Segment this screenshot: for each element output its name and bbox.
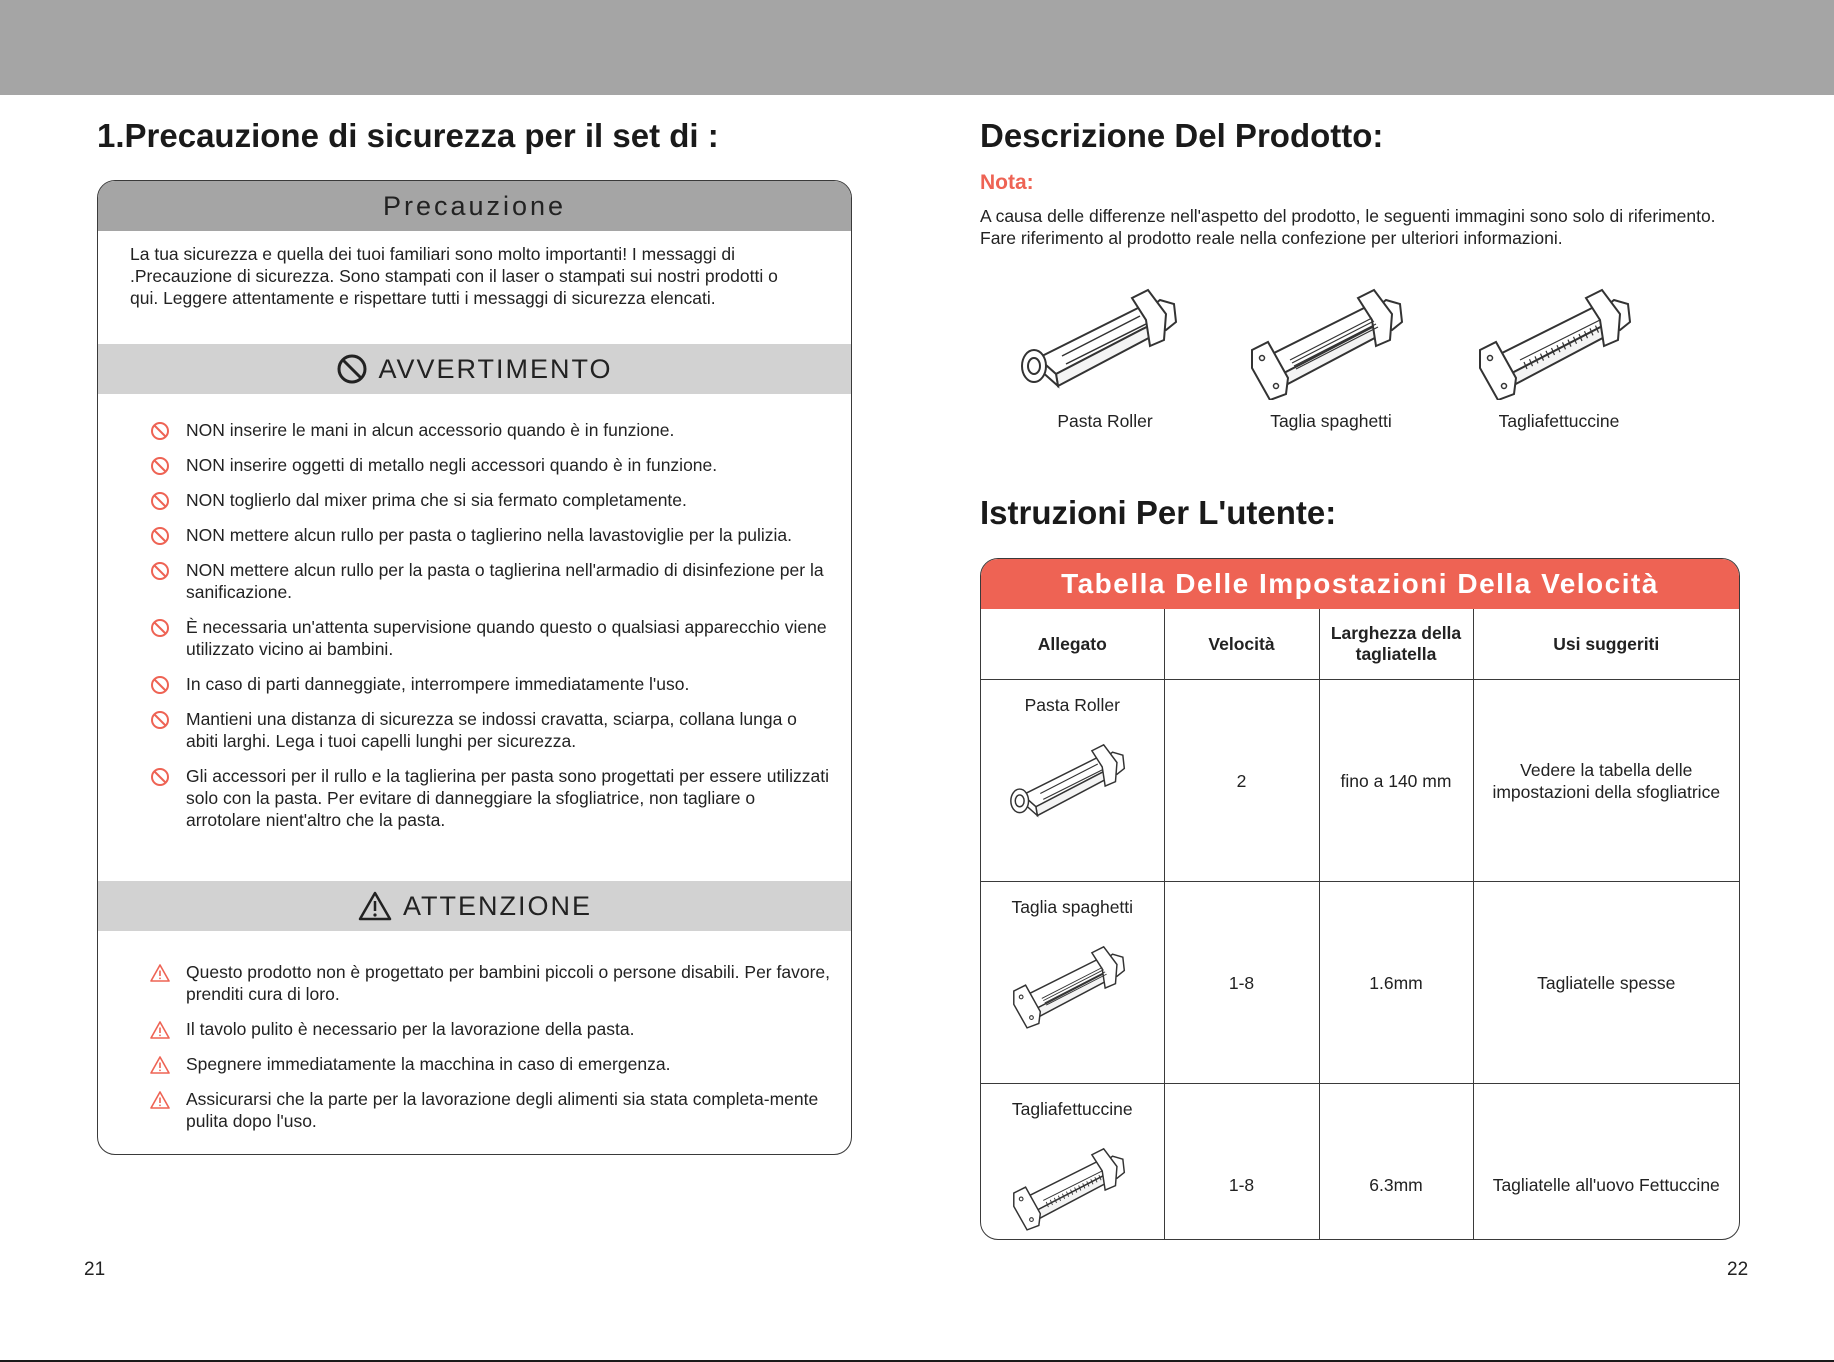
warning-text: Mantieni una distanza di sicurezza se indossi cravatta, sciarpa, collana lunga o abiti larghi. Lega i tuoi capelli lunghi per sicurezza. (186, 709, 797, 751)
attachment-name: Pasta Roller (1024, 695, 1120, 715)
warning-item (150, 673, 830, 695)
column-header: Larghezza della tagliatella (1319, 609, 1473, 680)
spaghetti-cutter-icon (1002, 930, 1142, 1030)
caution-triangle-icon (150, 1090, 170, 1110)
warning-text: NON inserire le mani in alcun accessorio quando è in funzione. (186, 420, 675, 440)
note-text: A causa delle differenze nell'aspetto del prodotto, le seguenti immagini sono solo di riferimento. Fare riferimento al prodotto reale nella confezione per ulteriori informazioni. (980, 206, 1716, 248)
pasta-roller-icon (1010, 270, 1200, 400)
precauzione-header-label: Precauzione (382, 190, 567, 221)
width-cell: fino a 140 mm (1319, 680, 1473, 882)
product-fettuccine-cutter (1459, 270, 1659, 432)
caution-item (150, 1018, 830, 1040)
caution-text: Spegnere immediatamente la macchina in caso di emergenza. (186, 1054, 671, 1074)
fettuccine-cutter-icon (1464, 270, 1654, 400)
fettuccine-cutter-icon (1002, 1132, 1142, 1232)
caution-triangle-icon (150, 963, 170, 983)
product-caption: Pasta Roller (1057, 411, 1153, 431)
use-cell: Vedere la tabella delle impostazioni della sfogliatrice (1473, 680, 1739, 882)
prohibited-icon (150, 491, 170, 511)
warning-text: È necessaria un'attenta supervisione quando questo o qualsiasi apparecchio viene utilizzato vicino ai bambini. (186, 617, 827, 659)
prohibited-icon (150, 421, 170, 441)
table-header-row (981, 609, 1739, 680)
warning-text: NON mettere alcun rullo per pasta o taglierino nella lavastoviglie per la pulizia. (186, 525, 793, 545)
speed-table (981, 609, 1739, 1240)
warning-header-label: AVVERTIMENTO (378, 353, 613, 384)
prohibited-icon (150, 561, 170, 581)
warning-header (98, 344, 851, 394)
instructions-title: Istruzioni Per L'utente: (980, 494, 1337, 531)
speed-cell: 1-8 (1164, 1084, 1319, 1241)
precauzione-header (98, 181, 851, 231)
note-label: Nota: (980, 171, 1034, 194)
warning-item (150, 454, 830, 476)
caution-list (150, 961, 830, 1145)
caution-triangle-icon (357, 890, 393, 922)
warning-text: NON inserire oggetti di metallo negli accessori quando è in funzione. (186, 455, 718, 475)
top-bar (0, 0, 1834, 95)
product-caption: Taglia spaghetti (1270, 411, 1392, 431)
width-cell: 6.3mm (1319, 1084, 1473, 1241)
attachment-cell (981, 680, 1164, 882)
warning-text: In caso di parti danneggiate, interrompere immediatamente l'uso. (186, 674, 690, 694)
caution-item (150, 961, 830, 1005)
warning-item (150, 489, 830, 511)
pasta-roller-icon (1002, 728, 1142, 828)
page-number-left: 21 (84, 1259, 106, 1280)
attachment-cell (981, 1084, 1164, 1241)
safety-intro: La tua sicurezza e quella dei tuoi familiari sono molto importanti! I messaggi di .Precauzione di sicurezza. Sono stampati con il laser o stampati sui nostri prodotti o qui. Leggere attentamente e rispettare tutti i messaggi di sicurezza elencati. (130, 244, 778, 308)
page-number-right: 22 (1727, 1259, 1749, 1280)
warning-item (150, 524, 830, 546)
safety-title: 1.Precauzione di sicurezza per il set di : (97, 117, 719, 154)
warning-text: NON toglierlo dal mixer prima che si sia fermato completamente. (186, 490, 687, 510)
product-pasta-roller (1005, 270, 1205, 432)
attachment-name: Tagliafettuccine (1011, 1099, 1133, 1119)
speed-table-title: Tabella Delle Impostazioni Della Velocità (981, 559, 1739, 609)
prohibited-icon (150, 767, 170, 787)
caution-text: Questo prodotto non è progettato per bambini piccoli o persone disabili. Per favore, prenditi cura di loro. (186, 962, 830, 1004)
prohibited-icon (150, 675, 170, 695)
warning-item (150, 559, 830, 603)
warning-item (150, 765, 830, 831)
safety-panel (97, 180, 852, 1155)
caution-item (150, 1053, 830, 1075)
caution-triangle-icon (150, 1055, 170, 1075)
speed-cell: 1-8 (1164, 882, 1319, 1084)
caution-item (150, 1088, 830, 1132)
caution-text: Il tavolo pulito è necessario per la lavorazione della pasta. (186, 1019, 635, 1039)
attachment-name: Taglia spaghetti (1011, 897, 1134, 917)
table-row (981, 680, 1739, 882)
prohibited-icon (150, 710, 170, 730)
caution-triangle-icon (150, 1020, 170, 1040)
speed-table-panel (980, 558, 1740, 1240)
warning-item (150, 708, 830, 752)
attachment-cell (981, 882, 1164, 1084)
product-description-title: Descrizione Del Prodotto: (980, 117, 1384, 154)
prohibited-icon (150, 526, 170, 546)
caution-header (98, 881, 851, 931)
column-header: Usi suggeriti (1473, 609, 1739, 680)
prohibited-icon (150, 618, 170, 638)
caution-text: Assicurarsi che la parte per la lavorazione degli alimenti sia stata completa-mente pulita dopo l'uso. (186, 1089, 819, 1131)
speed-cell: 2 (1164, 680, 1319, 882)
warning-text: Gli accessori per il rullo e la taglierina per pasta sono progettati per essere utilizzati solo con la pasta. Per evitare di danneggiare la sfogliatrice, non tagliare o arrotolare nient'altro che la pasta. (186, 766, 829, 830)
warning-item (150, 616, 830, 660)
column-header: Velocità (1164, 609, 1319, 680)
product-spaghetti-cutter (1231, 270, 1431, 432)
table-row (981, 882, 1739, 1084)
width-cell: 1.6mm (1319, 882, 1473, 1084)
warning-item (150, 419, 830, 441)
table-row (981, 1084, 1739, 1241)
caution-header-label: ATTENZIONE (402, 890, 592, 921)
use-cell: Tagliatelle spesse (1473, 882, 1739, 1084)
prohibited-icon (150, 456, 170, 476)
prohibited-icon (336, 353, 368, 385)
column-header: Allegato (981, 609, 1164, 680)
use-cell: Tagliatelle all'uovo Fettuccine (1473, 1084, 1739, 1241)
spaghetti-cutter-icon (1236, 270, 1426, 400)
product-caption: Tagliafettuccine (1498, 411, 1620, 431)
warning-text: NON mettere alcun rullo per la pasta o taglierina nell'armadio di disinfezione per la sanificazione. (186, 560, 824, 602)
warning-list (150, 419, 830, 844)
